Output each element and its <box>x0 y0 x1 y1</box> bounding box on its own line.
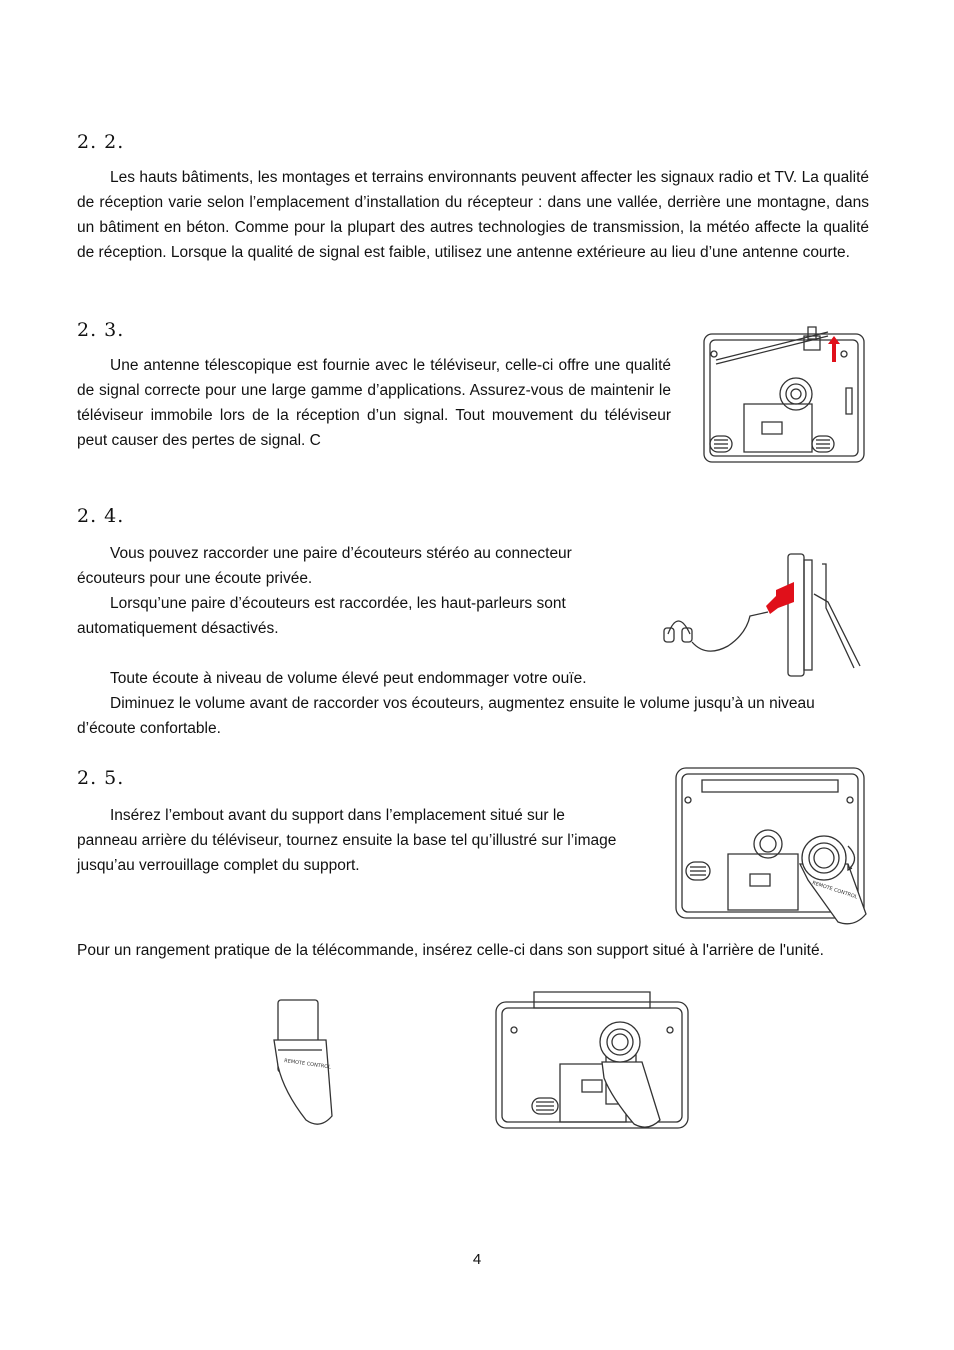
section-heading-2-3: 2. 3. <box>77 319 125 341</box>
section-2-4-line-2: écouteurs pour une écoute privée. <box>77 570 313 587</box>
stand-label-text: REMOTE CONTROL <box>811 880 859 901</box>
section-2-5-line-2: panneau arrière du téléviseur, tournez ensuite la base tel qu’illustré sur l’image <box>77 832 617 849</box>
section-2-4-warning-line: Toute écoute à niveau de volume élevé peut endommager votre ouïe. <box>110 670 587 687</box>
antenna-tv-back-illustration <box>696 322 868 468</box>
remote-holder-illustration <box>270 996 336 1128</box>
page-number: 4 <box>472 1251 482 1268</box>
section-heading-2-4: 2. 4. <box>77 505 125 527</box>
section-2-4-line-3: Lorsqu’une paire d’écouteurs est raccordée, les haut-parleurs sont <box>110 595 566 612</box>
section-heading-2-5: 2. 5. <box>77 767 125 789</box>
headphones-connection-illustration <box>658 546 862 682</box>
stand-rotation-illustration <box>672 764 870 928</box>
section-heading-2-2: 2. 2. <box>77 131 125 153</box>
section-2-2-paragraph: Les hauts bâtiments, les montages et terrains environnants peuvent affecter les signaux radio et TV. La qualité de réception varie selon l’emplacement d’installation du récepteur : dans une vallée, derrière une montagne, dans un bâtiment en béton. Comme pour la plupart des autres technologies de transmission, la météo affecte la qualité de réception. Lorsque la qualité de signal est faible, utilisez une antenne extérieure au lieu d’une antenne courte. <box>77 169 869 261</box>
section-2-5-line-3: jusqu’au verrouillage complet du support. <box>77 857 360 874</box>
section-2-4-line-7: d’écoute confortable. <box>77 720 221 737</box>
section-2-4-line-4: automatiquement désactivés. <box>77 620 279 637</box>
section-2-4-line-6: Diminuez le volume avant de raccorder vos écouteurs, augmentez ensuite le volume jusqu’à un niveau <box>110 695 815 712</box>
section-2-3-paragraph: Une antenne télescopique est fournie avec le téléviseur, celle-ci offre une qualité de signal correcte pour une large gamme d’applications. Assurez-vous de maintenir le téléviseur immobile lors de la réception d’un signal. Tout mouvement du téléviseur peut causer des pertes de signal. C <box>77 357 671 449</box>
remote-storage-note: Pour un rangement pratique de la télécommande, insérez celle-ci dans son support situé à l'arrière de l'unité. <box>77 942 824 959</box>
section-2-4-line-1: Vous pouvez raccorder une paire d’écouteurs stéréo au connecteur <box>110 545 572 562</box>
remote-holder-label-text: REMOTE CONTROL <box>283 1058 332 1071</box>
section-2-5-line-1: Insérez l’embout avant du support dans l’emplacement situé sur le <box>110 807 565 824</box>
remote-in-stand-illustration <box>494 990 690 1132</box>
